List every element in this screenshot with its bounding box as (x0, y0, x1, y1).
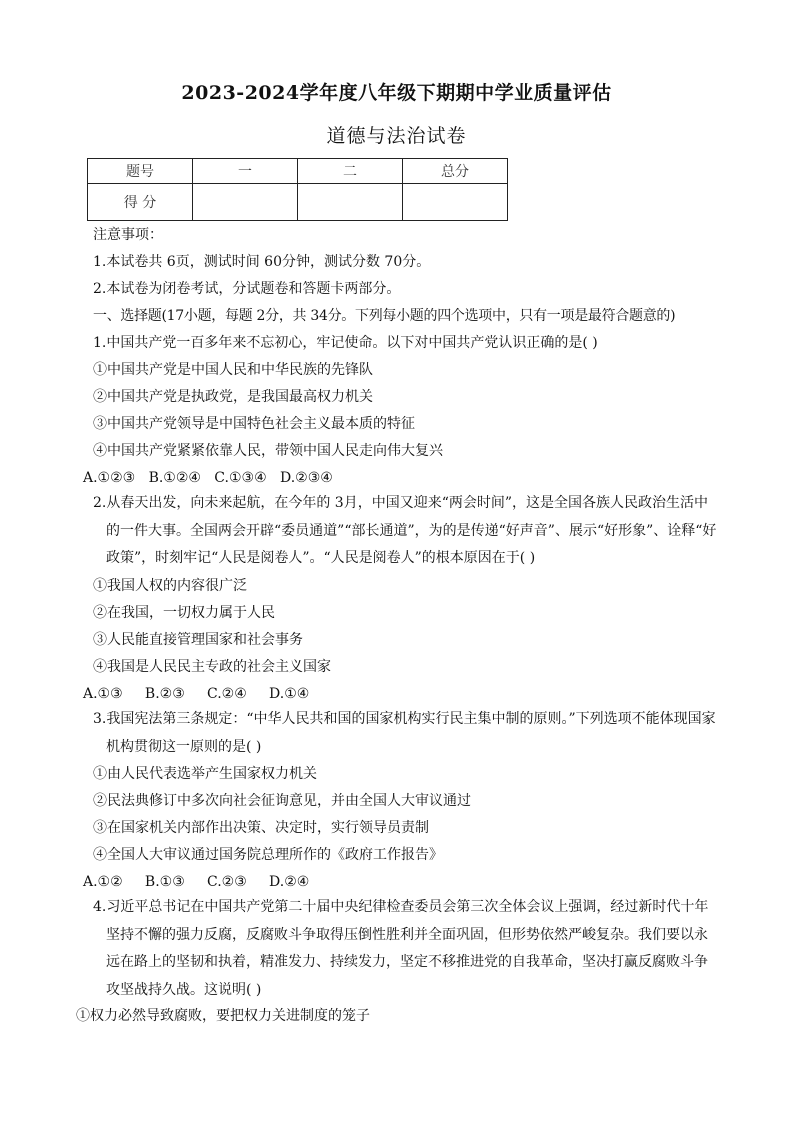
score-table (87, 158, 508, 221)
question-stem: 1.中国共产党一百多年来不忘初心，牢记使命。以下对中国共产党认识正确的是( ) (93, 335, 598, 351)
note-item: 2.本试卷为闭卷考试，分试题卷和答题卡两部分。 (93, 281, 401, 297)
question-option: ②在我国，一切权力属于人民 (93, 605, 275, 621)
exam-subtitle: 道德与法治试卷 (326, 125, 467, 147)
question-option: ④我国是人民民主专政的社会主义国家 (93, 659, 331, 675)
question-option: ①由人民代表选举产生国家权力机关 (93, 766, 317, 782)
question-stem-text: 2.从春天出发，向未来起航，在今年的 3月，中国又迎来“两会时间”，这是全国各族人民政治生活中的一件大事。全国两会开辟“委员通道”“部长通道”，为的是传递“好声音”、展示“好形象”、诠释“好政策”，时刻牢记“人民是阅卷人”。“人民是阅卷人”的根本原因在于( ) (93, 495, 717, 566)
score-cell[interactable] (193, 184, 298, 221)
question-option: ②中国共产党是执政党，是我国最高权力机关 (93, 389, 373, 405)
score-cell[interactable] (403, 184, 508, 221)
question-option: ④全国人大审议通过国务院总理所作的《政府工作报告》 (93, 847, 443, 863)
score-table-header-row (88, 159, 508, 184)
score-header-cell: 二 (298, 159, 403, 184)
answer-choices: A.①②③ B.①②④ C.①③④ D.②③④ (83, 470, 333, 486)
question-stem (93, 894, 719, 1004)
question-option: ①中国共产党是中国人民和中华民族的先锋队 (93, 362, 373, 378)
score-header-cell: 题号 (88, 159, 193, 184)
question-option: ②民法典修订中多次向社会征询意见，并由全国人大审议通过 (93, 793, 471, 809)
question-stem-text: 3.我国宪法第三条规定：“中华人民共和国的国家机构实行民主集中制的原则。”下列选项不能体现国家机构贯彻这一原则的是( ) (93, 711, 716, 755)
score-header-cell: 一 (193, 159, 298, 184)
answer-choices: A.①③ B.②③ C.②④ D.①④ (83, 686, 310, 702)
question-stem (93, 490, 719, 573)
score-row-label: 得 分 (88, 184, 193, 221)
answer-choices: A.①② B.①③ C.②③ D.②④ (83, 874, 310, 890)
notes-heading: 注意事项： (93, 227, 163, 243)
exam-title: 2023-2024学年度八年级下期期中学业质量评估 (181, 82, 612, 104)
question-option: ③中国共产党领导是中国特色社会主义最本质的特征 (93, 416, 415, 432)
question-stem (93, 706, 719, 761)
note-item: 1.本试卷共 6页，测试时间 60分钟，测试分数 70分。 (93, 254, 431, 270)
question-option: ③人民能直接管理国家和社会事务 (93, 632, 303, 648)
score-table-row (88, 184, 508, 221)
question-option: ④中国共产党紧紧依靠人民，带领中国人民走向伟大复兴 (93, 443, 443, 459)
score-cell[interactable] (298, 184, 403, 221)
section-heading: 一、选择题(17小题，每题 2分，共 34分。下列每小题的四个选项中，只有一项是最符合题意的) (93, 308, 676, 324)
question-option: ③在国家机关内部作出决策、决定时，实行领导员责制 (93, 820, 429, 836)
question-stem-text: 4.习近平总书记在中国共产党第二十届中央纪律检查委员会第三次全体会议上强调，经过新时代十年坚持不懈的强力反腐，反腐败斗争取得压倒性胜利并全面巩固，但形势依然严峻复杂。我们要以永远在路上的坚韧和执着，精准发力、持续发力，坚定不移推进党的自我革命，坚决打赢反腐败斗争攻坚战持久战。这说明( ) (93, 899, 709, 998)
question-option: ①权力必然导致腐败，要把权力关进制度的笼子 (76, 1008, 370, 1024)
question-option: ①我国人权的内容很广泛 (93, 578, 247, 594)
score-header-cell: 总分 (403, 159, 508, 184)
